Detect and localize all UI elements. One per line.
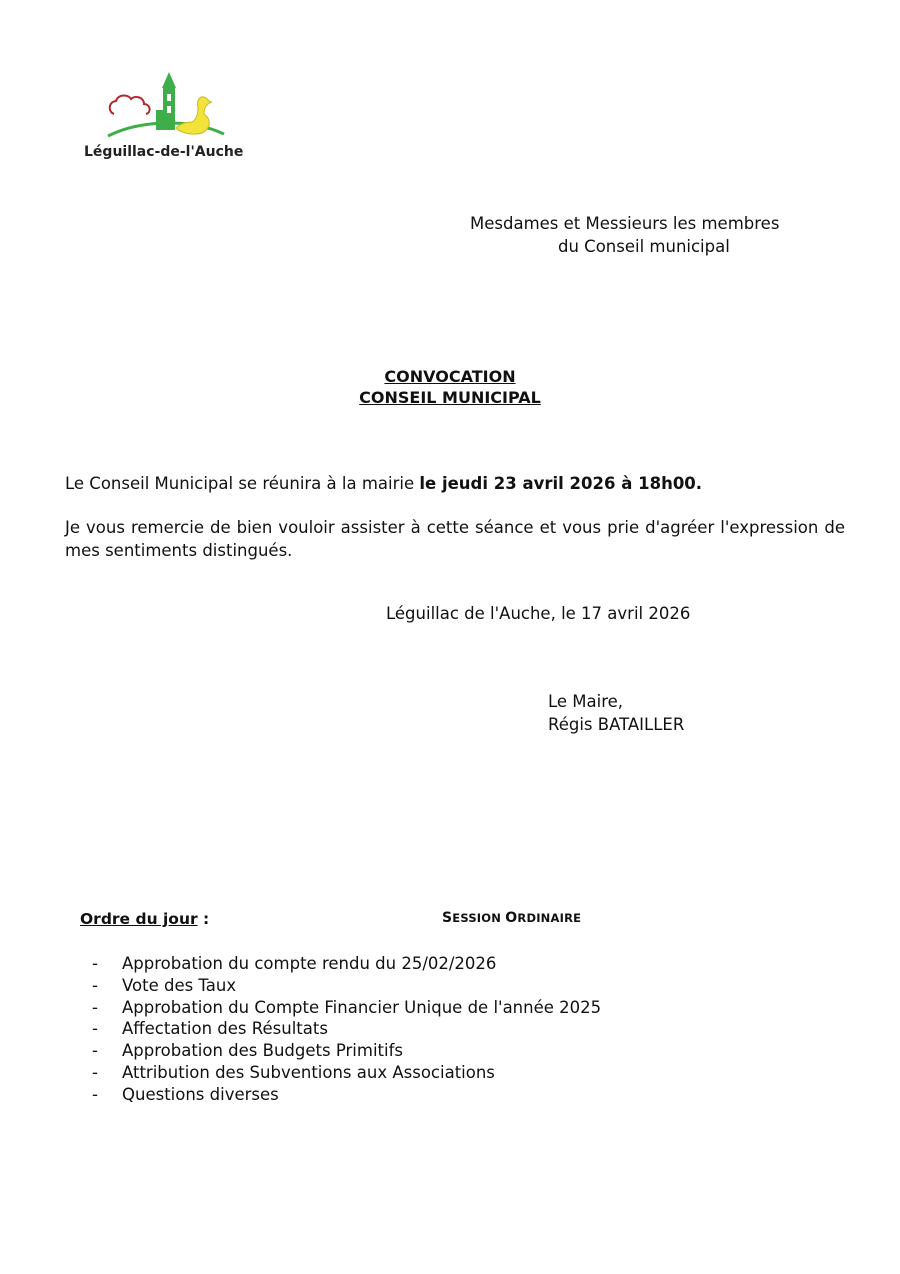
- signature-name: Régis BATAILLER: [548, 715, 685, 734]
- meeting-intro: Le Conseil Municipal se réunira à la mairie: [65, 474, 420, 493]
- session-word-2: RDINAIRE: [517, 911, 582, 925]
- recipient-block: [470, 212, 779, 258]
- recipient-line-2: du Conseil municipal: [558, 237, 730, 256]
- agenda-label: Ordre du jour: [80, 910, 198, 928]
- agenda-item: - Vote des Taux: [92, 975, 601, 997]
- agenda-list: [92, 953, 601, 1106]
- agenda-item: - Approbation des Budgets Primitifs: [92, 1040, 601, 1062]
- agenda-item: - Approbation du Compte Financier Unique de l'année 2025: [92, 997, 601, 1019]
- meeting-date: le jeudi 23 avril 2026 à 18h00.: [419, 474, 703, 493]
- signature-block: [548, 690, 684, 736]
- document-title: [0, 366, 900, 408]
- session-initial-o: O: [505, 910, 518, 926]
- logo-cloud: [110, 95, 150, 114]
- municipal-logo: [100, 64, 250, 140]
- agenda-item: - Attribution des Subventions aux Associations: [92, 1062, 601, 1084]
- place-date: Léguillac de l'Auche, le 17 avril 2026: [386, 604, 691, 623]
- title-line-2: CONSEIL MUNICIPAL: [359, 388, 541, 407]
- closing-paragraph: Je vous remercie de bien vouloir assister à cette séance et vous prie d'agréer l'expression de mes sentiments distingués.: [65, 518, 845, 560]
- session-word-1: ESSION: [452, 911, 506, 925]
- agenda-item: - Affectation des Résultats: [92, 1018, 601, 1040]
- session-type: [442, 910, 581, 926]
- logo-goose: [176, 97, 212, 134]
- agenda-heading: [80, 910, 209, 928]
- logo-church: [162, 72, 176, 88]
- title-line-1: CONVOCATION: [384, 367, 516, 386]
- recipient-line-1: Mesdames et Messieurs les membres: [470, 214, 780, 233]
- session-initial-s: S: [442, 910, 453, 926]
- agenda-item: - Questions diverses: [92, 1084, 601, 1106]
- signature-role: Le Maire,: [548, 692, 624, 711]
- agenda-item: - Approbation du compte rendu du 25/02/2026: [92, 953, 601, 975]
- logo-caption: Léguillac-de-l'Auche: [84, 144, 244, 160]
- agenda-label-suffix: :: [197, 910, 210, 928]
- meeting-paragraph: [65, 474, 702, 493]
